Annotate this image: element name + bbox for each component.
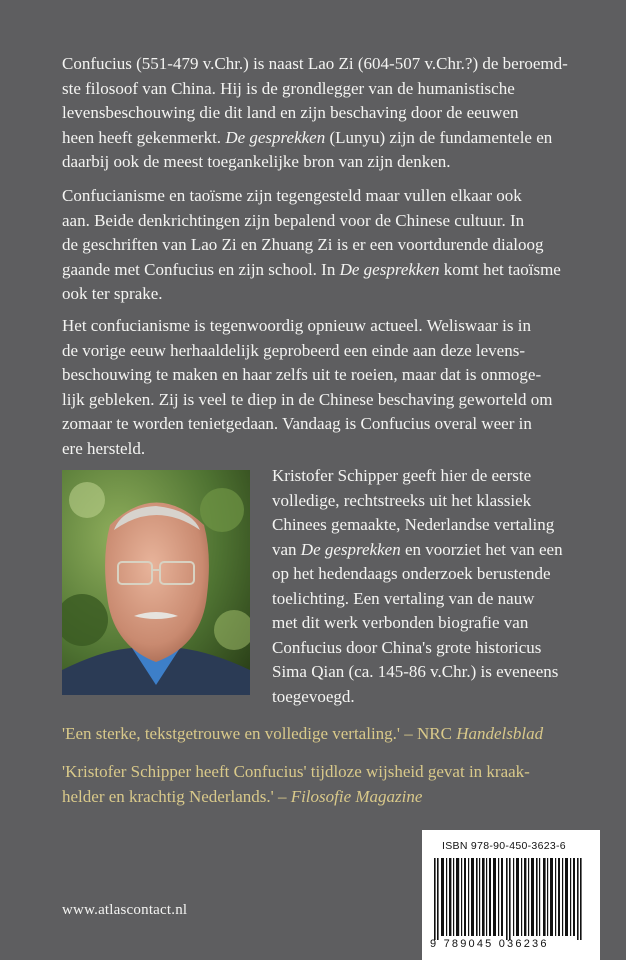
text-line: Sima Qian (ca. 145-86 v.Chr.) is eveneens: [272, 662, 559, 681]
text-line: ook ter sprake.: [62, 284, 163, 303]
barcode-panel: [422, 830, 600, 960]
text-line: Confucianisme en taoïsme zijn tegengesteld maar vullen elkaar ook: [62, 186, 522, 205]
quote-text: 'Kristofer Schipper heeft Confucius' tijdloze wijsheid gevat in kraak-: [62, 762, 530, 781]
text-line: heen heeft gekenmerkt.: [62, 127, 226, 147]
author-photo: [62, 470, 250, 695]
text-fragment: en voorziet het van een: [400, 539, 563, 559]
text-line: komt het taoïsme: [439, 259, 561, 279]
book-title: De gesprekken: [339, 259, 440, 279]
text-line: op het hedendaags onderzoek berustende: [272, 564, 551, 583]
text-line: toegevoegd.: [272, 686, 355, 706]
text-line: lijk gebleken. Zij is veel te diep in de Chinese beschaving geworteld om: [62, 389, 553, 409]
author-bio: [272, 464, 577, 709]
text-line: Confucius door China's grote historicus: [272, 637, 542, 657]
publisher-website: www.atlascontact.nl: [62, 902, 188, 918]
third-paragraph: [62, 314, 572, 461]
text-line: aan. Beide denkrichtingen zijn bepalend voor de Chinese cultuur. In: [62, 210, 525, 230]
text-line: [272, 538, 577, 563]
text-line: gaande met Confucius en zijn school. In: [62, 259, 340, 279]
text-line: toelichting. Een vertaling van de nauw: [272, 588, 535, 608]
text-line: beschouwing te maken en haar zelfs uit te roeien, maar dat is onmoge-: [62, 365, 542, 384]
barcode-number: 9 789045 036236: [430, 938, 549, 950]
text-fragment: van: [272, 539, 301, 559]
text-line: ste filosoof van China. Hij is de grondlegger van de humanistische: [62, 78, 515, 98]
quote-text: helder en krachtig Nederlands.' –: [62, 786, 291, 806]
book-title: De gesprekken: [225, 127, 326, 147]
quote-text: 'Een sterke, tekstgetrouwe en volledige vertaling.' – NRC: [62, 724, 457, 743]
book-title: De gesprekken: [300, 539, 401, 559]
second-paragraph: [62, 184, 572, 307]
text-line: levensbeschouwing die dit land en zijn beschaving door de eeuwen: [62, 103, 519, 122]
text-line: Het confucianisme is tegenwoordig opnieuw actueel. Weliswaar is in: [62, 316, 531, 335]
text-line: volledige, rechtstreeks uit het klassiek: [272, 490, 532, 510]
text-line: daarbij ook de meest toegankelijke bron van zijn denken.: [62, 152, 451, 171]
text-line: Confucius (551-479 v.Chr.) is naast Lao Zi (604-507 v.Chr.?) de beroemd-: [62, 54, 568, 73]
text-line: de vorige eeuw herhaaldelijk geprobeerd een einde aan deze levens-: [62, 340, 526, 360]
quote-source: Filosofie Magazine: [290, 786, 423, 806]
text-line: (Lunyu) zijn de fundamentele en: [325, 127, 553, 147]
isbn-label: ISBN 978-90-450-3623-6: [442, 840, 566, 852]
press-quote-filosofie: [62, 760, 582, 809]
text-line: zomaar te worden tenietgedaan. Vandaag is Confucius overal weer in: [62, 414, 532, 433]
quote-source: Handelsblad: [456, 724, 544, 743]
press-quote-nrc: [62, 722, 582, 747]
intro-paragraph: [62, 52, 572, 175]
text-line: ere hersteld.: [62, 438, 146, 458]
text-line: met dit werk verbonden biografie van: [272, 613, 529, 632]
text-line: de geschriften van Lao Zi en Zhuang Zi is er een voortdurende dialoog: [62, 235, 544, 254]
text-line: Chinees gemaakte, Nederlandse vertaling: [272, 515, 555, 534]
text-line: Kristofer Schipper geeft hier de eerste: [272, 466, 532, 485]
